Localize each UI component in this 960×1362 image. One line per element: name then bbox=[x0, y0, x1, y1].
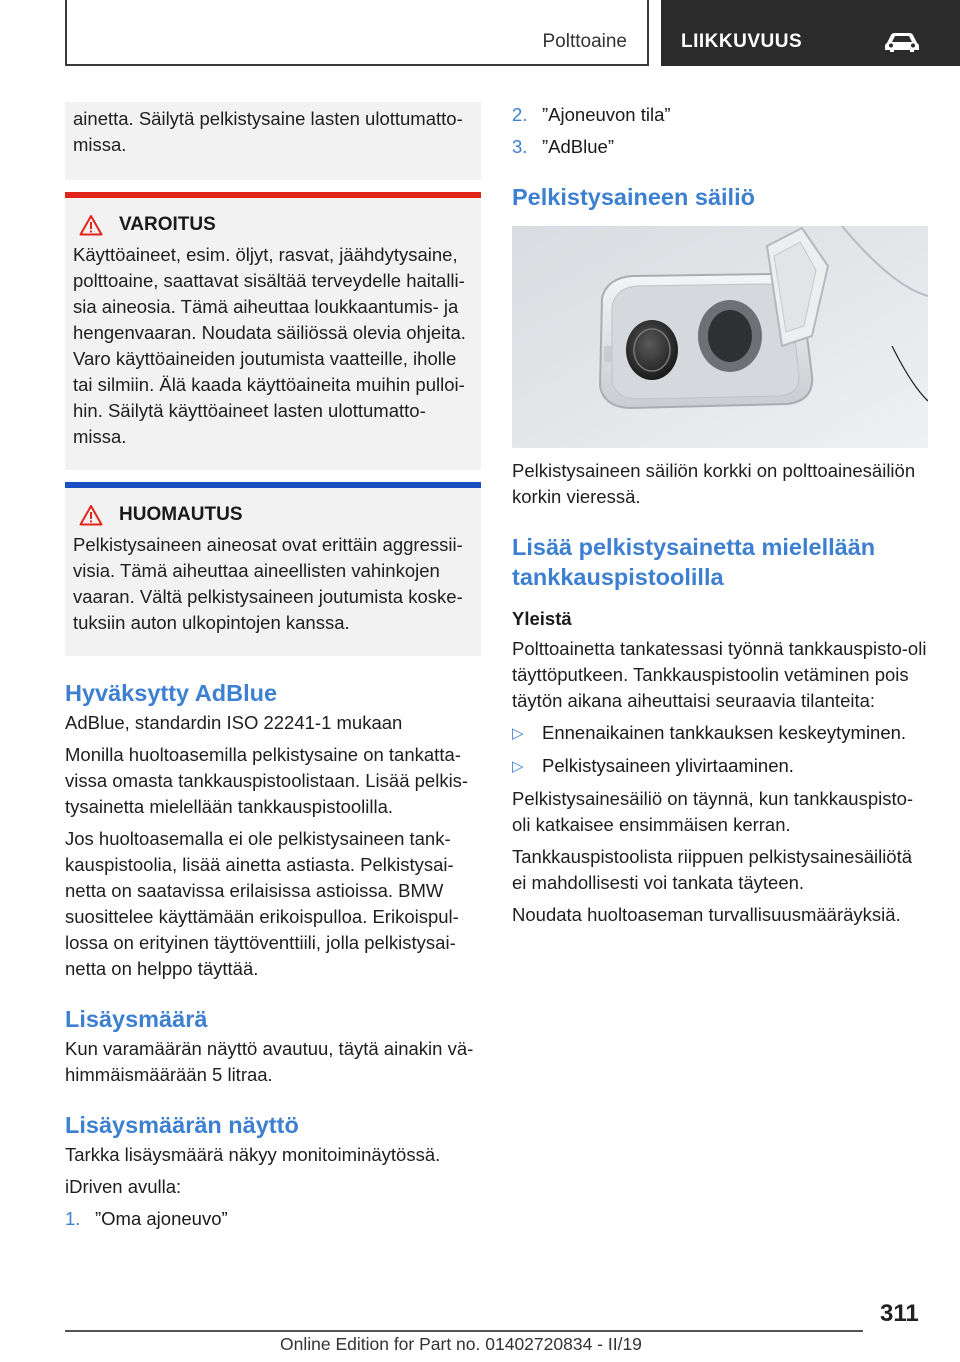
tank-cap-illustration bbox=[512, 226, 928, 448]
warning-text: Käyttöaineet, esim. öljyt, rasvat, jäähdytysaine, polttoaine, saattavat sisältää terveydelle haitalli-sia aineosia. Tämä aiheuttaa loukkaantumis- ja hengenvaaran. Noudata säiliössä olevia ohjeita. Varo käyttöaineiden joutumista vaatteille, iholle tai silmiin. Älä kaada käyttöaineita muihin pulloi-hin. Säilytä käyttöaineet lasten ulottumatto-missa. bbox=[73, 244, 466, 447]
warning-title: VAROITUS bbox=[119, 214, 216, 235]
pistol-p2: Pelkistysainesäiliö on täynnä, kun tankkauspisto-oli katkaisee ensimmäisen kerran. bbox=[512, 788, 914, 835]
bullet-triangle-icon: ▷ bbox=[512, 725, 524, 742]
approved-p1: AdBlue, standardin ISO 22241-1 mukaan bbox=[65, 712, 403, 733]
bullet-text: Pelkistysaineen ylivirtaaminen. bbox=[542, 755, 794, 776]
notice-title-row bbox=[73, 504, 473, 526]
approved-p3: Jos huoltoasemalla ei ole pelkistysaineen tank-kauspistoolia, lisää ainetta astiasta. Pelkistysai-netta on saatavissa erilaisissa astioissa. BMW suosittelee käyttämään erikoispulloa. Erikoispul-lossa on erityinen täyttöventtiili, jolla pelkistysai-netta on helppo täyttää. bbox=[65, 828, 459, 979]
pistol-p3: Tankkauspistoolista riippuen pelkistysainesäiliötä ei mahdollisesti voi tankata täyteen. bbox=[512, 846, 913, 893]
notice-title: HUOMAUTUS bbox=[119, 504, 243, 525]
display-p1: Tarkka lisäysmäärä näkyy monitoiminäytössä. bbox=[65, 1144, 441, 1165]
bullet-item bbox=[512, 720, 928, 747]
pistol-p1: Polttoainetta tankatessasi työnnä tankkauspisto-oli täyttöputkeen. Tankkauspistoolin vetäminen pois täytön aikana aiheuttaisi seuraavia tilanteita: bbox=[512, 638, 927, 711]
general-subheading: Yleistä bbox=[512, 608, 572, 629]
bullet-text: Ennenaikainen tankkauksen keskeytyminen. bbox=[542, 722, 907, 743]
list-number: 2. bbox=[512, 104, 528, 125]
bullet-triangle-icon: ▷ bbox=[512, 758, 524, 775]
tank-cap-photo bbox=[512, 226, 928, 448]
warning-box bbox=[65, 198, 481, 470]
tank-heading: Pelkistysaineen säiliö bbox=[512, 184, 755, 210]
footer-edition: Online Edition for Part no. 01402720834 - II/19 bbox=[280, 1334, 642, 1354]
notice-triangle-icon bbox=[79, 504, 103, 526]
warning-triangle-icon bbox=[79, 214, 103, 236]
tank-caption: Pelkistysaineen säiliön korkki on polttoainesäiliön korkin vieressä. bbox=[512, 460, 916, 507]
list-text: ”Oma ajoneuvo” bbox=[95, 1208, 228, 1229]
continued-note-box bbox=[65, 102, 481, 180]
left-column bbox=[65, 102, 481, 1232]
list-number: 1. bbox=[65, 1208, 81, 1229]
header-section-title: Polttoaine bbox=[542, 31, 627, 52]
warning-bar bbox=[65, 192, 481, 470]
list-number: 3. bbox=[512, 136, 528, 157]
header-chapter-title: LIIKKUVUUS bbox=[681, 31, 803, 52]
notice-text: Pelkistysaineen aineosat ovat erittäin aggressii-visia. Tämä aiheuttaa aineellisten vahinkojen vaaran. Vältä pelkistysaineen joutumista koske-tuksiin auton ulkopintojen kanssa. bbox=[73, 534, 463, 633]
amount-heading: Lisäysmäärä bbox=[65, 1006, 208, 1032]
right-column bbox=[512, 102, 928, 928]
page-number: 311 bbox=[880, 1300, 919, 1327]
bullet-item bbox=[512, 753, 928, 780]
list-item bbox=[512, 102, 928, 128]
notice-box bbox=[65, 488, 481, 656]
warning-title-row bbox=[73, 214, 473, 236]
continued-note-text: ainetta. Säilytä pelkistysaine lasten ulottumatto-missa. bbox=[73, 108, 463, 155]
header-chapter-tab bbox=[661, 0, 960, 66]
header-section-box bbox=[65, 0, 649, 66]
amount-p1: Kun varamäärän näyttö avautuu, täytä ainakin vä-himmäismäärään 5 litraa. bbox=[65, 1038, 474, 1085]
display-p2: iDriven avulla: bbox=[65, 1176, 182, 1197]
approved-p2: Monilla huoltoasemilla pelkistysaine on tankatta-vissa omasta tankkauspistoolistaan. Lisää pelkis-tysainetta mielellään tankkauspistoolilla. bbox=[65, 744, 469, 817]
display-heading: Lisäysmäärän näyttö bbox=[65, 1112, 299, 1138]
footer-divider bbox=[65, 1330, 863, 1332]
list-item bbox=[65, 1206, 481, 1232]
list-text: ”Ajoneuvon tila” bbox=[542, 104, 671, 125]
approved-adblue-heading: Hyväksytty AdBlue bbox=[65, 680, 278, 706]
pistol-heading: Lisää pelkistysainetta mielellään tankkauspistoolilla bbox=[512, 534, 876, 590]
car-icon bbox=[883, 30, 921, 54]
notice-bar bbox=[65, 482, 481, 656]
list-text: ”AdBlue” bbox=[542, 136, 614, 157]
list-item bbox=[512, 134, 928, 160]
pistol-p4: Noudata huoltoaseman turvallisuusmääräyksiä. bbox=[512, 904, 901, 925]
